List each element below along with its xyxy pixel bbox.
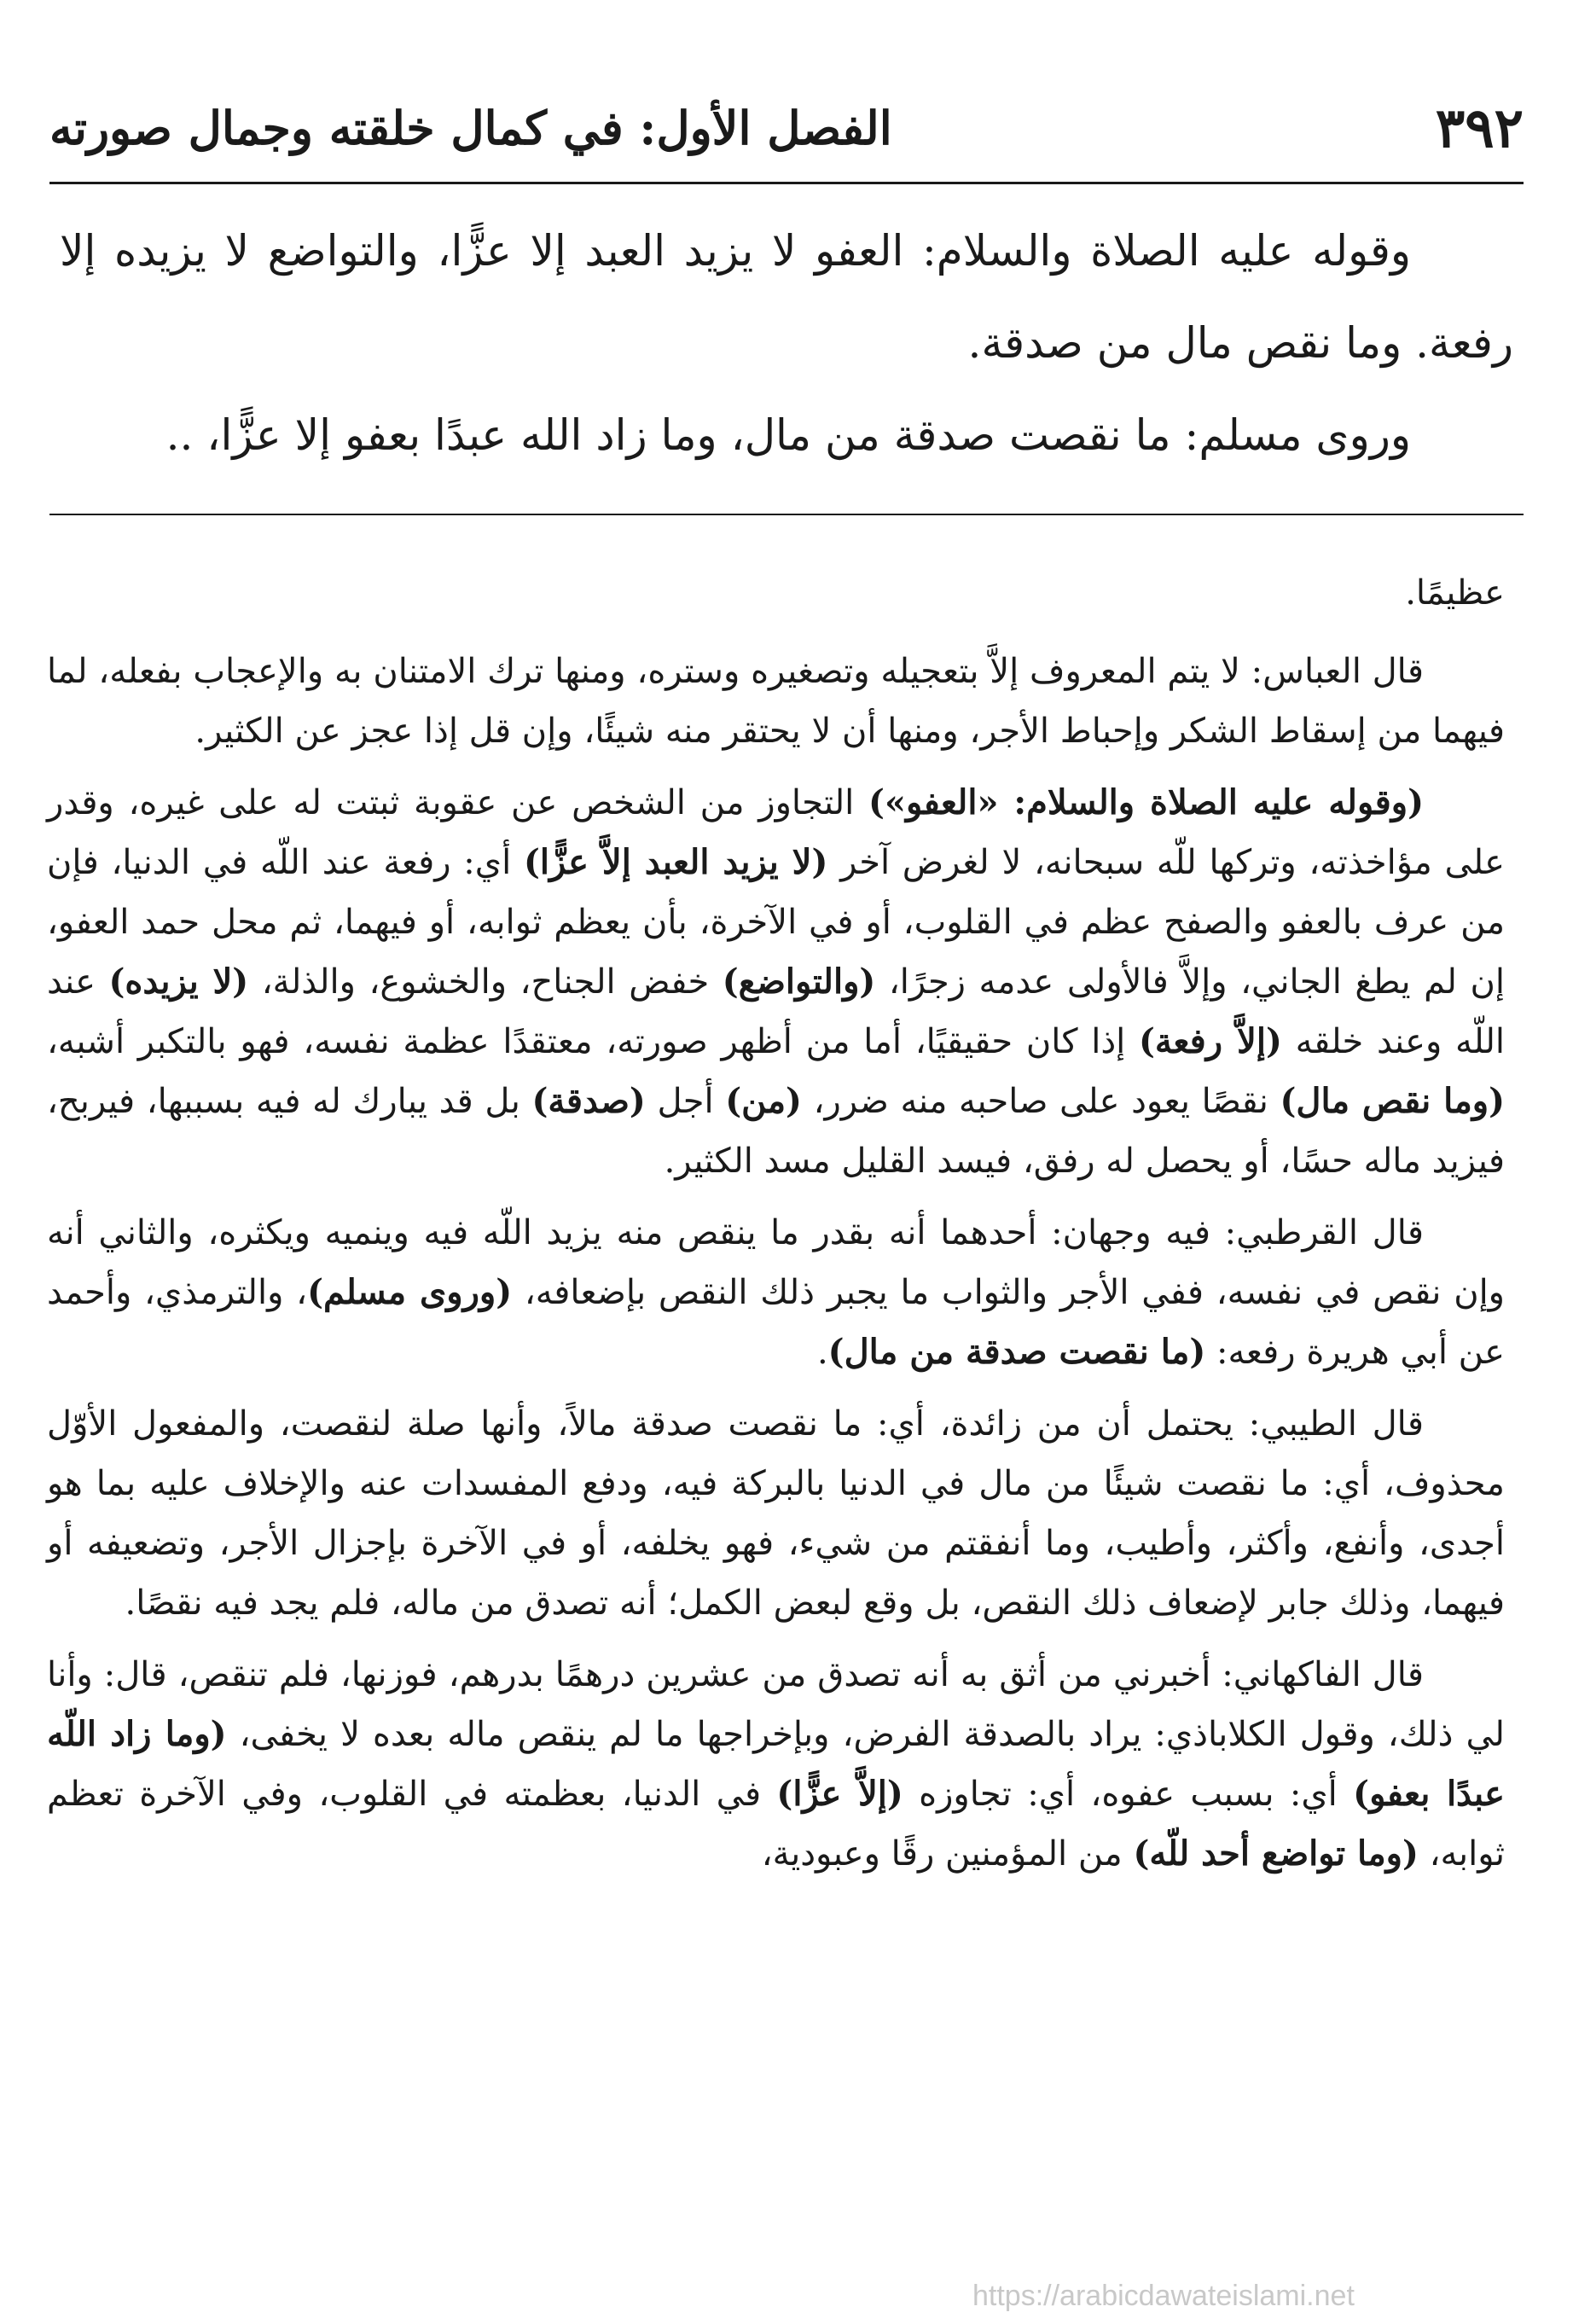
hadith-paragraph: وروى مسلم: ما نقصت صدقة من مال، وما زاد الله عبدًا بعفو إلا عزًّا، ..	[165, 410, 1411, 460]
page-number: ٣٩٢	[1435, 96, 1524, 160]
running-header	[49, 81, 1524, 175]
hadith-quote: (وما زاد اللّه عبدًا بعفو)	[47, 1714, 1505, 1814]
hadith-quote: (وما تواضع أحد للّه)	[1133, 1833, 1419, 1874]
hadith-quote: (صدقة)	[531, 1081, 646, 1121]
running-title: الفصل الأول: في كمال خلقته وجمال صورته	[49, 101, 892, 155]
hadith-paragraph: وقوله عليه الصلاة والسلام: العفو لا يزيد العبد إلا عزًّا، والتواضع لا يزيده إلا رفعة. وما نقص مال من صدقة.	[60, 226, 1513, 368]
commentary-text: أي: رفعة عند اللّه في الدنيا، فإن من عرف بالعفو والصفح عظم في القلوب، أو في الآخرة، بأن يعظم ثوابه، أو فيهما، ثم محل حمد العفو، إن لم يطغ الجاني، وإلاَّ فالأولى عدمه زجرًا،	[47, 843, 1505, 1002]
commentary-text: .	[816, 1333, 828, 1372]
commentary-text: نقصًا يعود على صاحبه منه ضرر،	[801, 1082, 1280, 1121]
commentary-text: في الدنيا، بعظمته في القلوب، وفي الآخرة تعظم ثوابه،	[47, 1775, 1505, 1874]
commentary-text: خفض الجناح، والخشوع، والذلة،	[248, 962, 723, 1002]
hadith-quote: (من)	[725, 1081, 802, 1121]
hadith-quote: (إلاَّ رفعة)	[1139, 1021, 1282, 1061]
commentary-paragraph	[47, 773, 1505, 1191]
hadith-quote: (والتواضع)	[722, 962, 876, 1002]
commentary-paragraph	[47, 1203, 1505, 1382]
commentary-text: بل قد يبارك له فيه بسببها، فيربح، فيزيد ماله حسًا، أو يحصل له رفق، فيسد القليل مسد الكثير.	[47, 1082, 1505, 1181]
hadith-quote: (لا يزيده)	[108, 962, 249, 1002]
commentary-text: أجل	[645, 1082, 726, 1121]
source-watermark: https://arabicdawateislami.net	[972, 2280, 1355, 2312]
hadith-quote: (لا يزيد العبد إلاَّ عزًّا)	[523, 842, 828, 882]
hadith-quote: (وقوله عليه الصلاة والسلام: «العفو»)	[868, 782, 1425, 822]
commentary-paragraph: قال العباس: لا يتم المعروف إلاَّ بتعجيله وتصغيره وستره، ومنها ترك الامتنان به والإعجاب بفعله، لما فيهما من إسقاط الشكر وإحباط الأجر، ومنها أن لا يحتقر منه شيئًا، وإن قل إذا عجز عن الكثير.	[47, 652, 1505, 751]
commentary-paragraph: قال الطيبي: يحتمل أن من زائدة، أي: ما نقصت صدقة مالاً، وأنها صلة لنقصت، والمفعول الأوّل محذوف، أي: ما نقصت شيئًا من مال في الدنيا بالبركة فيه، ودفع المفسدات عنه والإخلاف عليه بما هو أجدى، وأنفع، وأكثر، وأطيب، وما أنفقتم من شيء، فهو يخلفه، أو في الآخرة بإجزال الأجر، وتضعيفه أو فيهما، وذلك جابر لإضعاف ذلك النقص، بل وقع لبعض الكمل؛ أنه تصدق من ماله، فلم يجد فيه نقصًا.	[47, 1404, 1505, 1623]
commentary-text: إذا كان حقيقيًا، أما من أظهر صورته، معتقدًا عظمة نفسه، فهو بالتكبر أشبه،	[47, 1022, 1139, 1061]
commentary-paragraph	[47, 1645, 1505, 1884]
commentary-text: عند اللّه وعند خلقه	[47, 962, 1505, 1061]
commentary-text: ، والترمذي، وأحمد عن أبي هريرة رفعه:	[47, 1273, 1505, 1372]
commentary-text: التجاوز من الشخص عن عقوبة ثبتت له على غيره، وقدر على مؤاخذته، وتركها للّه سبحانه، لا لغرض آخر	[47, 783, 1505, 882]
hadith-quote: (إلاَّ عزًّا)	[776, 1774, 903, 1814]
commentary-text: قال القرطبي: فيه وجهان: أحدهما أنه بقدر ما ينقص منه يزيد اللّه فيه وينميه ويكثره، والثاني أنه وإن نقص في نفسه، ففي الأجر والثواب ما يجبر ذلك النقص بإضعافه،	[47, 1213, 1505, 1312]
commentary-text: من المؤمنين رقًا وعبودية،	[761, 1834, 1134, 1874]
hadith-quote: (وروى مسلم)	[307, 1272, 513, 1312]
hadith-text-block	[60, 205, 1513, 481]
commentary-text: قال الفاكهاني: أخبرني من أثق به أنه تصدق من عشرين درهمًا بدرهم، فوزنها، فلم تنقص، قال: وأنا لي ذلك، وقول الكلاباذي: يراد بالصدقة الفرض، وبإخراجها ما لم ينقص ماله بعده لا يخفى،	[47, 1655, 1505, 1754]
hadith-quote: (ما نقصت صدقة من مال)	[827, 1332, 1206, 1372]
commentary-block	[47, 563, 1505, 1896]
commentary-text: أي: بسبب عفوه، أي: تجاوزه	[903, 1775, 1354, 1814]
commentary-paragraph: عظيمًا.	[1405, 573, 1505, 613]
section-divider	[49, 514, 1524, 515]
header-rule	[49, 182, 1524, 184]
hadith-quote: (وما نقص مال)	[1280, 1081, 1505, 1121]
